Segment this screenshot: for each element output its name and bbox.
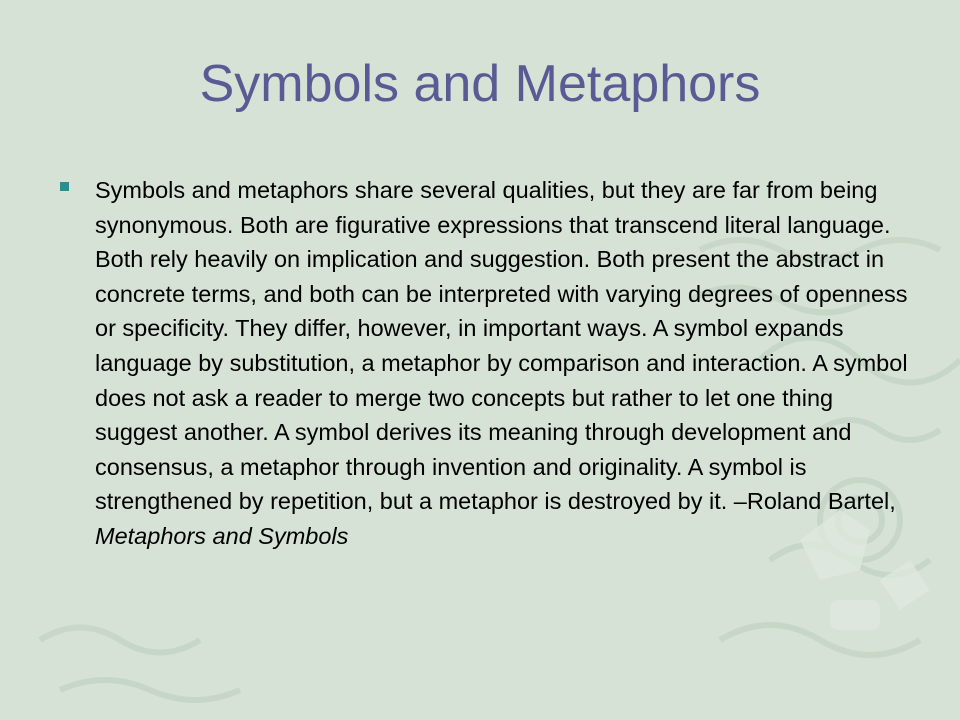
citation-title: Metaphors and Symbols — [95, 522, 349, 549]
slide-title: Symbols and Metaphors — [199, 55, 761, 113]
quote-text: Symbols and metaphors share several qualities, but they are far from being synonymous. Both are figurative expressions that transcend literal language. Both rely heavily on implication and suggestion. Both present the abstract in concrete terms, and both can be interpreted with varying degrees of openness or specificity. They differ, however, in important ways. A symbol expands language by substitution, a metaphor by comparison and interaction. A symbol does not ask a reader to merge two concepts but rather to let one thing suggest another. A symbol derives its meaning through development and consensus, a metaphor through invention and originality. A symbol is strengthened by repetition, but a metaphor is destroyed by it. –Roland Bartel, — [95, 177, 908, 515]
bullet-text — [95, 173, 915, 554]
square-bullet-icon — [60, 182, 69, 191]
